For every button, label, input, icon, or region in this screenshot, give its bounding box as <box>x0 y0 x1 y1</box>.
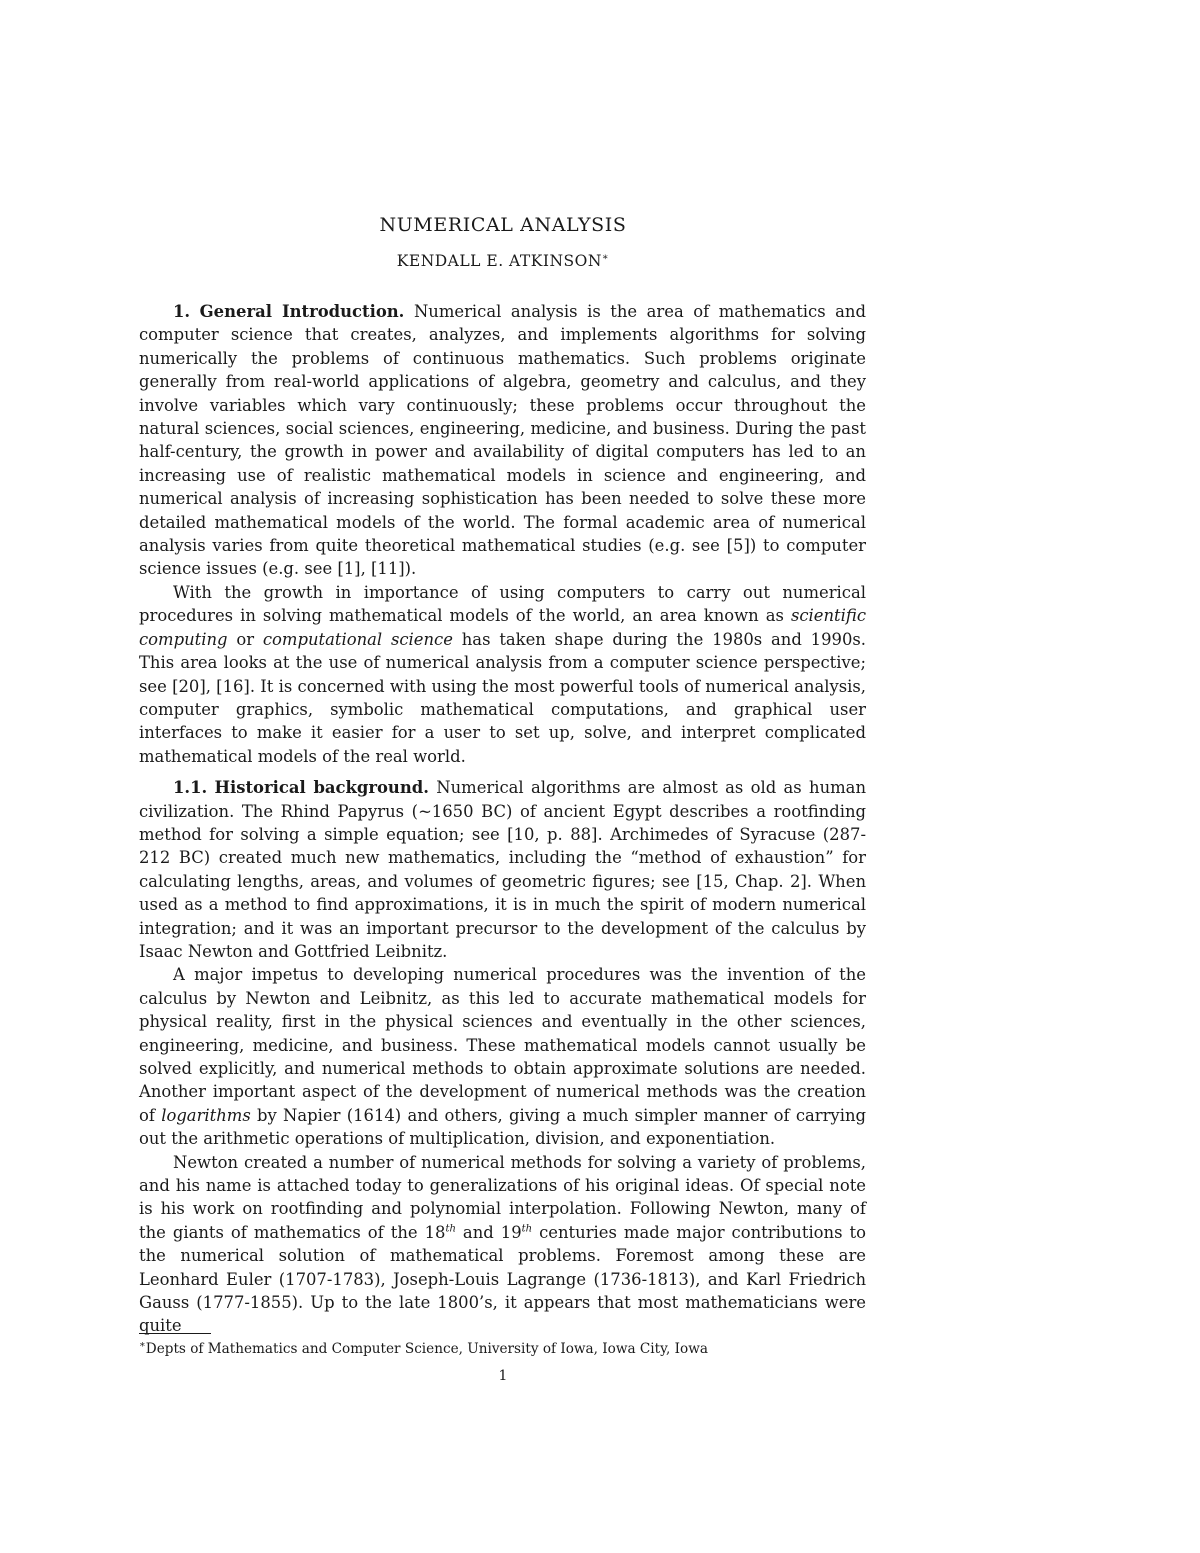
term-scientific-computing: scientific computing <box>139 606 866 649</box>
section-1-1-paragraph-1 <box>139 776 866 963</box>
author-footnote-mark: ∗ <box>601 251 610 263</box>
section-1-1-text-3a: Newton created a number of numerical methods for solving a variety of problems, and his name is attached today to generalizations of his original ideas. Of special note is his work on rootfinding and polynomial interpolation. Following Newton, many of the giants of mathematics of the 18 <box>139 1152 866 1242</box>
footnote <box>139 1340 866 1358</box>
section-1-1-paragraph-2 <box>139 963 866 1150</box>
author-name: KENDALL E. ATKINSON <box>396 252 602 270</box>
section-1-heading: General Introduction. <box>199 302 405 321</box>
superscript-th-1: th <box>445 1223 456 1235</box>
section-1-paragraph-2 <box>139 581 866 768</box>
author-line <box>0 252 1006 270</box>
page-number: 1 <box>498 1368 508 1384</box>
footnote-mark: ∗ <box>139 1339 146 1351</box>
section-1-paragraph-1 <box>139 300 866 581</box>
section-1-1-text-1: Numerical algorithms are almost as old as human civilization. The Rhind Papyrus (~1650 BC) of ancient Egypt describes a rootfinding method for solving a simple equation; see [10, p. 88]. Archimedes of Syracuse (287-212 BC) created much new mathematics, including the “method of exhaustion” for calculating lengths, areas, and volumes of geometric figures; see [15, Chap. 2]. When used as a method to find approximations, it is in much the spirit of modern numerical integration; and it was an important precursor to the development of the calculus by Isaac Newton and Gottfried Leibnitz. <box>139 778 866 961</box>
section-1-1-text-2b: by Napier (1614) and others, giving a much simpler manner of carrying out the arithmetic operations of multiplication, division, and exponentiation. <box>139 1105 866 1149</box>
section-1-1-number: 1.1. <box>173 778 208 798</box>
section-1-1-text-3c: centuries made major contributions to the numerical solution of mathematical problems. Foremost among these are Leonhard Euler (1707-1783), Joseph-Louis Lagrange (1736-1813), and Karl Friedrich Gauss (1777-1855). Up to the late 1800’s, it appears that most mathematicians were quite <box>139 1222 866 1336</box>
section-1-text-2c: has taken shape during the 1980s and 1990s. This area looks at the use of numerical analysis from a computer science perspective; see [20], [16]. It is concerned with using the most powerful tools of numerical analysis, computer graphics, symbolic mathematical computations, and graphical user interfaces to make it easier for a user to set up, solve, and interpret complicated mathematical models of the real world. <box>139 629 866 766</box>
section-1-1-text-3b: and 19 <box>455 1222 522 1242</box>
section-1-number: 1. <box>173 302 191 321</box>
term-logarithms: logarithms <box>161 1105 251 1125</box>
section-1-text-1: Numerical analysis is the area of mathematics and computer science that creates, analyzes, and implements algorithms for solving numerically the problems of continuous mathematics. Such problems originate generally from real-world applications of algebra, geometry and calculus, and they involve variables which vary continuously; these problems occur throughout the natural sciences, social sciences, engineering, medicine, and business. During the past half-century, the growth in power and availability of digital computers has led to an increasing use of realistic mathematical models in science and engineering, and numerical analysis of increasing sophistication has been needed to solve these more detailed mathematical models of the world. The formal academic area of numerical analysis varies from quite theoretical mathematical studies (e.g. see [5]) to computer science issues (e.g. see [1], [11]). <box>139 302 866 579</box>
section-1-text-2a: With the growth in importance of using computers to carry out numerical procedures in solving mathematical models of the world, an area known as <box>139 582 866 626</box>
term-computational-science: computational science <box>262 629 453 649</box>
section-1-1-heading: Historical background. <box>214 778 429 798</box>
section-1-1-text-2a: A major impetus to developing numerical procedures was the invention of the calculus by Newton and Leibnitz, as this led to accurate mathematical models for physical reality, first in the physical sciences and eventually in the other sciences, engineering, medicine, and business. These mathematical models cannot usually be solved explicitly, and numerical methods to obtain approximate solutions are needed. Another important aspect of the development of numerical methods was the creation of <box>139 965 866 1125</box>
footnote-rule <box>139 1333 211 1334</box>
body-text <box>139 300 866 1338</box>
paper-title: NUMERICAL ANALYSIS <box>379 214 627 236</box>
superscript-th-2: th <box>521 1223 533 1235</box>
footnote-text: Depts of Mathematics and Computer Science, University of Iowa, Iowa City, Iowa <box>145 1341 708 1357</box>
section-1-1-paragraph-3 <box>139 1151 866 1338</box>
section-1-text-2b: or <box>227 629 263 649</box>
